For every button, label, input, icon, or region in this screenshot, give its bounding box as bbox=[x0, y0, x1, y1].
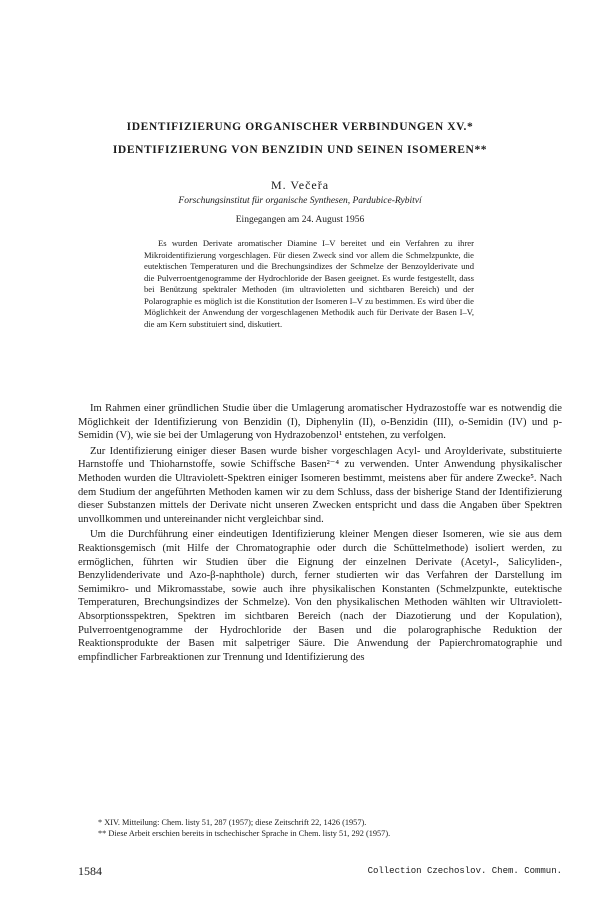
journal-name: Collection Czechoslov. Chem. Commun. bbox=[367, 866, 562, 876]
body-text bbox=[78, 402, 562, 666]
received-date: Eingegangen am 24. August 1956 bbox=[235, 215, 365, 225]
author: M. Večeřa bbox=[270, 178, 330, 192]
title-line-2: IDENTIFIZIERUNG VON BENZIDIN UND SEINEN ISOMEREN** bbox=[112, 144, 488, 156]
paragraph-3: Um die Durchführung einer eindeutigen Identifizierung kleiner Mengen dieser Isomeren, wie sie aus dem Reaktionsgemisch (mit Hilfe der Chromatographie oder durch die Schüttelmethode) isoliert werden, zu ermöglichen, führten wir Studien über die Eignung der einzelnen Derivate (Acetyl-, Salicyliden-, Benzylidenderivate und Azo-β-naphthole) durch, ferner studierten wir das Verfahren der Darstellung im Semimikro- und Mikromasstabe, sowie auch ihre physikalischen Konstanten (Schmelzpunkte, eutektische Temperaturen, Brechungsindizes der Schmelze). Von den physikalischen Methoden wählten wir Ultraviolett-Absorptionsspektren, Spektren im sichtbaren Bereich (nach der Diazotierung und der Kopulation), Pulverroentgenogramme der Hydrochloride der Basen und die polarographische Reduktion der Reaktionsprodukte der Basen mit salpetriger Säure. Die Anwendung der Papierchromatographie und empfindlicher Farbreaktionen zur Trennung und Identifizierung des bbox=[78, 529, 562, 663]
footnotes bbox=[78, 817, 562, 839]
paragraph-2: Zur Identifizierung einiger dieser Basen wurde bisher vorgeschlagen Acyl- und Aroylderivate, substituierte Harnstoffe und Thioharnstoffe, sowie Schiffsche Basen²⁻⁴ zu verwenden. Unter Anwendung physikalischer Methoden wurden die Ultraviolett-Spektren einiger Isomeren bestimmt, meistens aber für andere Zwecke⁵. Nach dem Studium der angeführten Methoden kamen wir zu dem Schluss, dass der bisherige Stand der Identifizierung dieser Substanzen mittels der Derivate nicht unseren Zwecken entspricht und dass die Angaben über Spektren unvollkommen und untereinander nicht vergleichbar sind. bbox=[78, 445, 562, 525]
footnote-1: * XIV. Mitteilung: Chem. listy 51, 287 (1957); diese Zeitschrift 22, 1426 (1957). bbox=[98, 818, 367, 827]
affiliation: Forschungsinstitut für organische Synthesen, Pardubice-Rybitví bbox=[178, 196, 422, 206]
footnote-2: ** Diese Arbeit erschien bereits in tschechischer Sprache in Chem. listy 51, 292 (1957). bbox=[98, 829, 391, 838]
abstract: Es wurden Derivate aromatischer Diamine I–V bereitet und ein Verfahren zu ihrer Mikroidentifizierung vorgeschlagen. Für diesen Zweck sind vor allem die Schmelzpunkte, die eutektischen Temperaturen und die Brechungsindizes der Schmelze der Benzoylderivate und die Pulverroentgenogramme der Hydrochloride der Basen geeignet. Es wurde festgestellt, dass bei Benützung spektraler Methoden (im ultravioletten und sichtbaren Bereich) und der Polarographie es möglich ist die Konstitution der Isomeren I–V zu bestimmen. Es wird über die Möglichkeit der Anwendung der vorgeschlagenen Methodik auch für Derivate der Basen I–V, die am Kern substituiert sind, diskutiert. bbox=[144, 238, 474, 329]
title-line-1: IDENTIFIZIERUNG ORGANISCHER VERBINDUNGEN XV.* bbox=[126, 121, 474, 133]
paragraph-1: Im Rahmen einer gründlichen Studie über die Umlagerung aromatischer Hydrazostoffe war es notwendig die Möglichkeit der Identifizierung von Benzidin (I), Diphenylin (II), o-Benzidin (III), o-Semidin (IV) und p-Semidin (V), wie sie bei der Umlagerung von Hydrazobenzol¹ entstehen, zu verfolgen. bbox=[78, 403, 562, 442]
page-number: 1584 bbox=[78, 864, 102, 878]
